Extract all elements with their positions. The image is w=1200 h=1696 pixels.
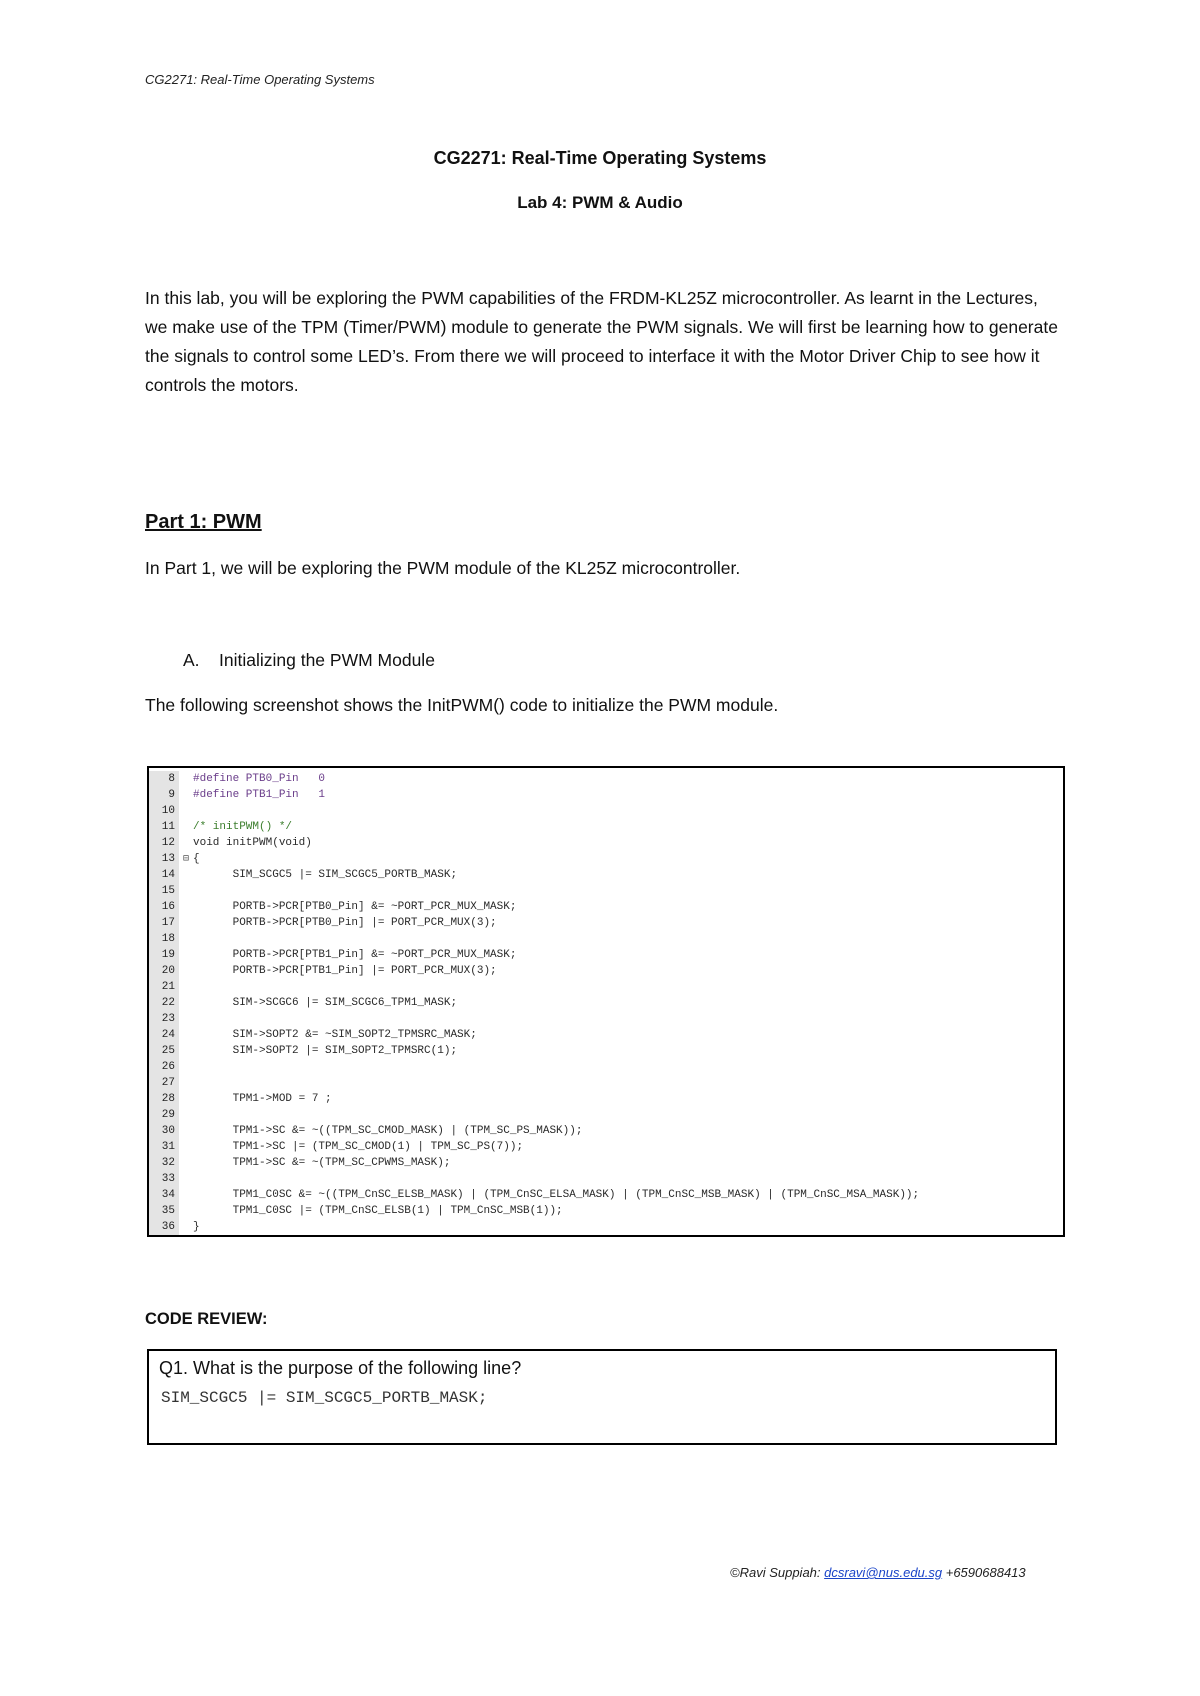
line-number: 35 <box>149 1203 179 1219</box>
line-number: 29 <box>149 1107 179 1123</box>
page-footer <box>730 1565 1026 1580</box>
part-1-heading: Part 1: PWM <box>145 511 262 533</box>
line-number: 27 <box>149 1075 179 1091</box>
code-text: SIM->SOPT2 &= ~SIM_SOPT2_TPMSRC_MASK; <box>193 1029 477 1041</box>
code-line <box>149 915 1063 931</box>
line-number: 14 <box>149 867 179 883</box>
running-header: CG2271: Real-Time Operating Systems <box>145 72 375 87</box>
intro-paragraph: In this lab, you will be exploring the PWM capabilities of the FRDM-KL25Z microcontroller. As learnt in the Lectures, we make use of the TPM (Timer/PWM) module to generate the PWM signals. We will first be learning how to generate the signals to control some LED’s. From there we will proceed to interface it with the Motor Driver Chip to see how it controls the motors. <box>145 288 1058 395</box>
fold-marker: ⊟ <box>182 854 190 865</box>
code-text: TPM1->MOD = 7 ; <box>193 1093 332 1105</box>
code-line <box>149 771 1063 787</box>
line-number: 30 <box>149 1123 179 1139</box>
line-number: 21 <box>149 979 179 995</box>
code-line <box>149 819 1063 835</box>
code-line <box>149 947 1063 963</box>
code-line <box>149 1075 1063 1091</box>
footer-author: ©Ravi Suppiah: <box>730 1565 825 1580</box>
section-a-title: Initializing the PWM Module <box>219 650 435 670</box>
code-text: void initPWM(void) <box>193 837 312 849</box>
line-number: 20 <box>149 963 179 979</box>
code-text: TPM1->SC |= (TPM_SC_CMOD(1) | TPM_SC_PS(7)); <box>193 1141 524 1153</box>
code-line <box>149 851 1063 867</box>
code-text: PORTB->PCR[PTB0_Pin] &= ~PORT_PCR_MUX_MASK; <box>193 901 517 913</box>
code-line <box>149 1123 1063 1139</box>
code-caption: The following screenshot shows the InitPWM() code to initialize the PWM module. <box>145 695 779 715</box>
section-a-heading <box>183 650 435 671</box>
code-text: /* initPWM() */ <box>193 821 293 833</box>
line-number: 33 <box>149 1171 179 1187</box>
line-number: 9 <box>149 787 179 803</box>
line-number: 24 <box>149 1027 179 1043</box>
code-text: PORTB->PCR[PTB1_Pin] |= PORT_PCR_MUX(3); <box>193 965 497 977</box>
code-line <box>149 835 1063 851</box>
code-text: PORTB->PCR[PTB1_Pin] &= ~PORT_PCR_MUX_MASK; <box>193 949 517 961</box>
code-line <box>149 1219 1063 1235</box>
code-text: PORTB->PCR[PTB0_Pin] |= PORT_PCR_MUX(3); <box>193 917 497 929</box>
code-line <box>149 963 1063 979</box>
code-line <box>149 899 1063 915</box>
code-text: { <box>193 853 200 865</box>
line-number: 32 <box>149 1155 179 1171</box>
line-number: 13 <box>149 851 179 867</box>
document-title: CG2271: Real-Time Operating Systems <box>433 148 767 168</box>
code-line <box>149 1171 1063 1187</box>
code-line <box>149 1203 1063 1219</box>
code-line <box>149 1091 1063 1107</box>
code-text: #define PTB1_Pin 1 <box>193 789 326 801</box>
code-text: } <box>193 1221 200 1233</box>
line-number: 26 <box>149 1059 179 1075</box>
code-line <box>149 1155 1063 1171</box>
code-line <box>149 979 1063 995</box>
line-number: 12 <box>149 835 179 851</box>
line-number: 31 <box>149 1139 179 1155</box>
code-text: TPM1_C0SC &= ~((TPM_CnSC_ELSB_MASK) | (TPM_CnSC_ELSA_MASK) | (TPM_CnSC_MSB_MASK) | (TPM_CnSC_MSA_MASK)); <box>193 1189 920 1201</box>
line-number: 16 <box>149 899 179 915</box>
line-number: 17 <box>149 915 179 931</box>
code-review-label: CODE REVIEW: <box>145 1310 268 1328</box>
code-line <box>149 867 1063 883</box>
line-number: 8 <box>149 771 179 787</box>
question-box <box>147 1349 1057 1445</box>
code-line <box>149 787 1063 803</box>
line-number: 18 <box>149 931 179 947</box>
part-1-intro: In Part 1, we will be exploring the PWM module of the KL25Z microcontroller. <box>145 558 741 578</box>
footer-phone: +6590688413 <box>942 1565 1026 1580</box>
line-number: 10 <box>149 803 179 819</box>
footer-email-link[interactable]: dcsravi@nus.edu.sg <box>824 1565 943 1580</box>
line-number: 28 <box>149 1091 179 1107</box>
code-screenshot <box>147 766 1065 1237</box>
code-line <box>149 883 1063 899</box>
code-text: SIM_SCGC5 |= SIM_SCGC5_PORTB_MASK; <box>193 869 458 881</box>
code-line <box>149 803 1063 819</box>
code-line <box>149 1011 1063 1027</box>
code-line <box>149 1027 1063 1043</box>
code-line <box>149 1059 1063 1075</box>
code-text: TPM1->SC &= ~(TPM_SC_CPWMS_MASK); <box>193 1157 451 1169</box>
line-number: 36 <box>149 1219 179 1235</box>
section-a-letter: A. <box>183 650 200 670</box>
code-line <box>149 1107 1063 1123</box>
code-text: TPM1_C0SC |= (TPM_CnSC_ELSB(1) | TPM_CnSC_MSB(1)); <box>193 1205 563 1217</box>
question-text: Q1. What is the purpose of the following line? <box>159 1358 522 1378</box>
line-number: 11 <box>149 819 179 835</box>
line-number: 23 <box>149 1011 179 1027</box>
code-text: SIM->SCGC6 |= SIM_SCGC6_TPM1_MASK; <box>193 997 458 1009</box>
question-code: SIM_SCGC5 |= SIM_SCGC5_PORTB_MASK; <box>161 1389 488 1407</box>
code-line <box>149 1139 1063 1155</box>
line-number: 22 <box>149 995 179 1011</box>
line-number: 34 <box>149 1187 179 1203</box>
line-number: 25 <box>149 1043 179 1059</box>
code-line <box>149 931 1063 947</box>
code-text: #define PTB0_Pin 0 <box>193 773 326 785</box>
code-line <box>149 995 1063 1011</box>
document-subtitle: Lab 4: PWM & Audio <box>517 193 683 212</box>
line-number: 15 <box>149 883 179 899</box>
code-text: TPM1->SC &= ~((TPM_SC_CMOD_MASK) | (TPM_SC_PS_MASK)); <box>193 1125 583 1137</box>
line-number: 19 <box>149 947 179 963</box>
code-line <box>149 1043 1063 1059</box>
code-line <box>149 1187 1063 1203</box>
code-text: SIM->SOPT2 |= SIM_SOPT2_TPMSRC(1); <box>193 1045 458 1057</box>
